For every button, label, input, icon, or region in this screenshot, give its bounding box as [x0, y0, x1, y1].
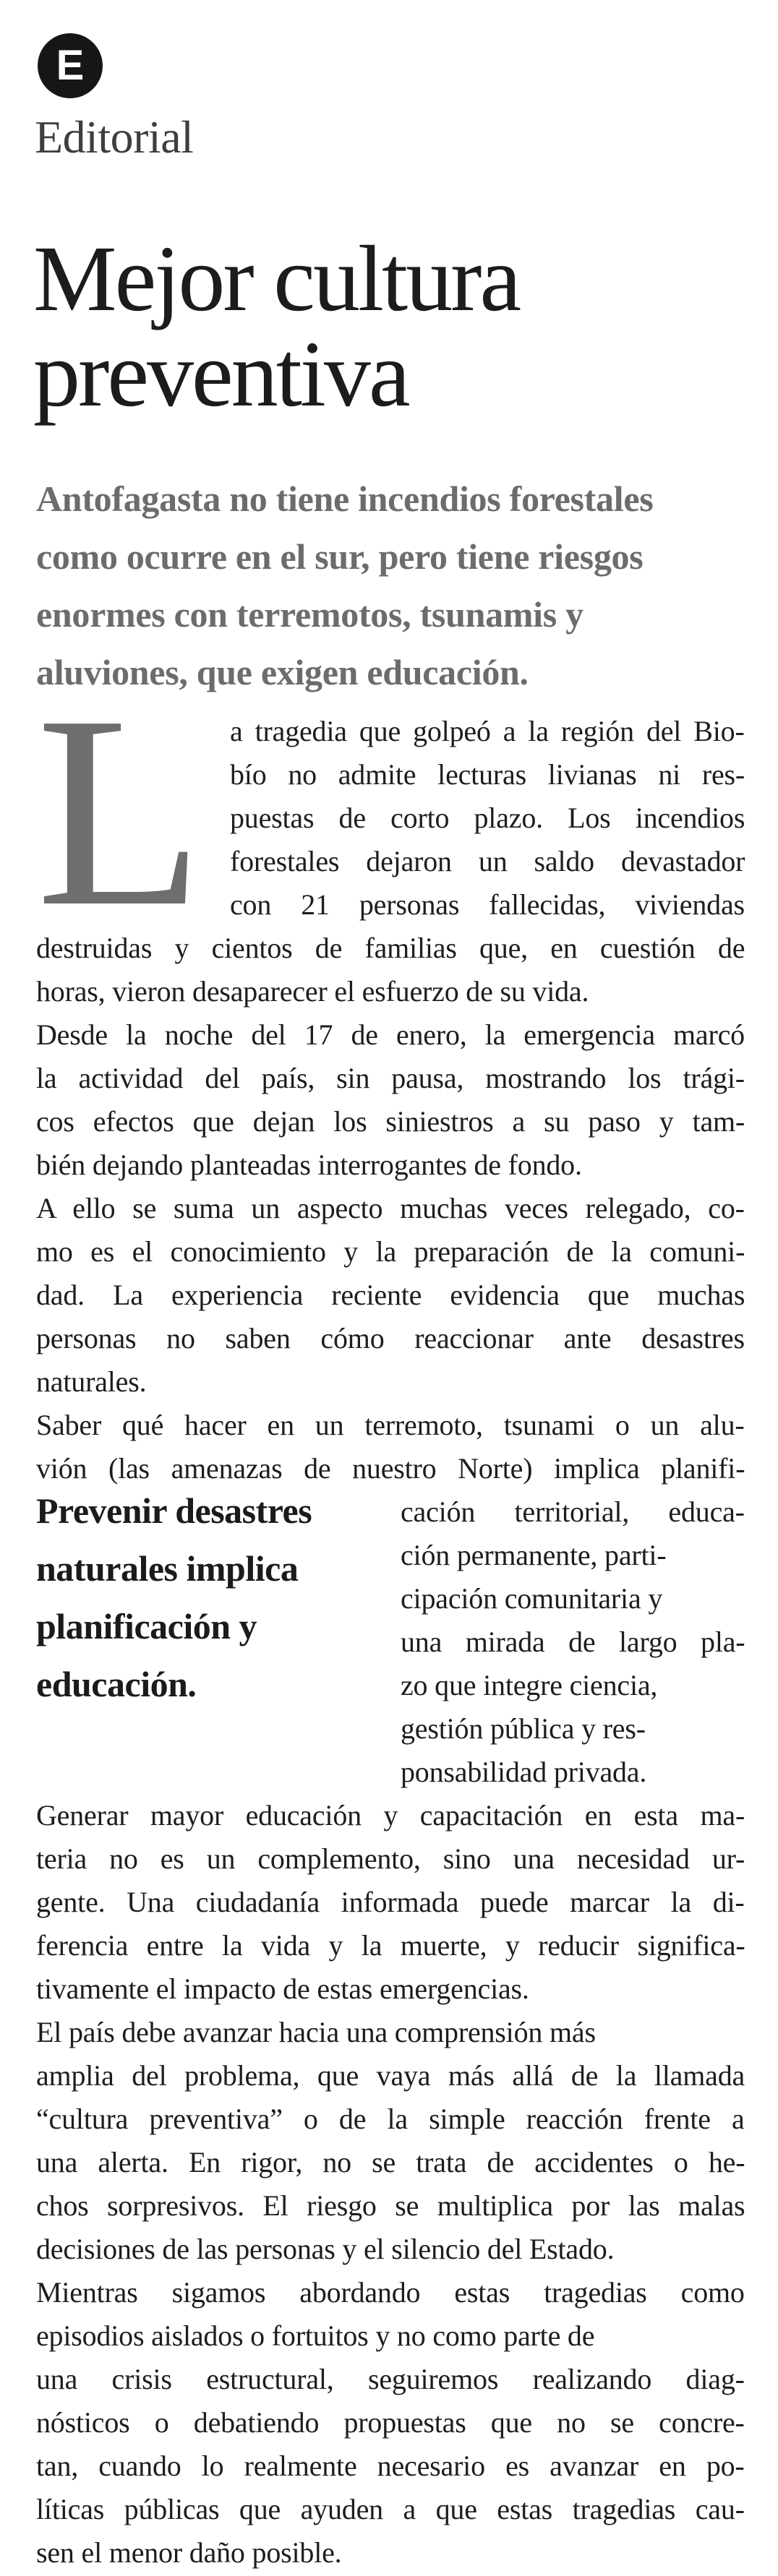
body-line: ción permanente, parti-: [401, 1539, 667, 1571]
body-line: a tragedia que golpeó a la región del Bio-: [230, 715, 745, 747]
headline-line: Mejor cultura: [33, 227, 520, 331]
pull-quote-line: educación.: [36, 1664, 197, 1704]
body-line: amplia del problema, que vaya más allá de la llamada: [36, 2059, 745, 2092]
body-line: Saber qué hacer en un terremoto, tsunami o un alu-: [36, 1409, 745, 1441]
body-line: A ello se suma un aspecto muchas veces relegado, co-: [36, 1192, 745, 1224]
body-line: episodios aislados o fortuitos y no como parte de: [36, 2319, 595, 2352]
body-line: mo es el conocimiento y la preparación de la comuni-: [36, 1235, 745, 1268]
body-line: gente. Una ciudadanía informada puede marcar la di-: [36, 1886, 745, 1918]
body-line: horas, vieron desaparecer el esfuerzo de su vida.: [36, 975, 589, 1008]
drop-cap: L: [36, 659, 205, 963]
pull-quote: [36, 1482, 376, 1713]
body-line: una mirada de largo pla-: [401, 1626, 745, 1658]
body-line: decisiones de las personas y el silencio del Estado.: [36, 2233, 615, 2265]
body-line: cos efectos que dejan los siniestros a su paso y tam-: [36, 1105, 745, 1138]
body-line: una crisis estructural, seguiremos realizando diag-: [36, 2363, 745, 2395]
body-line: zo que integre ciencia,: [401, 1669, 658, 1701]
body-line: Mientras sigamos abordando estas tragedias como: [36, 2276, 745, 2309]
body-line: líticas públicas que ayuden a que estas tragedias cau-: [36, 2493, 745, 2525]
headline-line: preventiva: [33, 322, 409, 426]
body-line: ferencia entre la vida y la muerte, y reducir significa-: [36, 1929, 745, 1962]
body-line: chos sorpresivos. El riesgo se multiplica por las malas: [36, 2189, 745, 2222]
body-line: Desde la noche del 17 de enero, la emergencia marcó: [36, 1018, 745, 1051]
body-line: cipación comunitaria y: [401, 1582, 663, 1615]
body-line: tivamente el impacto de estas emergencias.: [36, 1972, 529, 2005]
lede-line: enormes con terremotos, tsunamis y: [36, 594, 584, 635]
lede-line: como ocurre en el sur, pero tiene riesgos: [36, 536, 644, 577]
lede-line: aluviones, que exigen educación.: [36, 652, 529, 692]
lede-line: Antofagasta no tiene incendios forestales: [36, 478, 654, 519]
body-line: la actividad del país, sin pausa, mostrando los trági-: [36, 1062, 745, 1094]
body-line: Generar mayor educación y capacitación en esta ma-: [36, 1799, 745, 1832]
body-line: dad. La experiencia reciente evidencia que muchas: [36, 1279, 745, 1311]
body-line: ponsabilidad privada.: [401, 1756, 647, 1788]
body-line: nósticos o debatiendo propuestas que no se concre-: [36, 2406, 745, 2439]
body-line: naturales.: [36, 1365, 147, 1398]
body-line: cación territorial, educa-: [401, 1495, 745, 1528]
pull-quote-line: planificación y: [36, 1606, 257, 1647]
body-line: El país debe avanzar hacia una comprensión más: [36, 2016, 596, 2048]
body-line: bío no admite lecturas livianas ni res-: [230, 758, 745, 791]
body-line: forestales dejaron un saldo devastador: [230, 845, 745, 877]
body-line: gestión pública y res-: [401, 1712, 646, 1745]
body-line: con 21 personas fallecidas, viviendas: [230, 888, 745, 921]
editorial-badge-icon: E: [38, 33, 103, 98]
pull-quote-line: naturales implica: [36, 1548, 299, 1589]
body-line: “cultura preventiva” o de la simple reacción frente a: [36, 2103, 745, 2135]
body-line: sen el menor daño posible.: [36, 2536, 342, 2569]
section-label: Editorial: [35, 111, 194, 163]
body-line: bién dejando planteadas interrogantes de fondo.: [36, 1149, 582, 1181]
body-line: personas no saben cómo reaccionar ante desastres: [36, 1322, 745, 1354]
body-line: puestas de corto plazo. Los incendios: [230, 802, 745, 834]
headline: [33, 227, 749, 426]
pull-quote-line: Prevenir desastres: [36, 1490, 312, 1531]
body-line: vión (las amenazas de nuestro Norte) implica planifi-: [36, 1452, 745, 1485]
body-line: una alerta. En rigor, no se trata de accidentes o he-: [36, 2146, 745, 2178]
body-line: tan, cuando lo realmente necesario es avanzar en po-: [36, 2450, 745, 2482]
body-line: teria no es un complemento, sino una necesidad ur-: [36, 1842, 745, 1875]
body-line: destruidas y cientos de familias que, en cuestión de: [36, 932, 745, 964]
